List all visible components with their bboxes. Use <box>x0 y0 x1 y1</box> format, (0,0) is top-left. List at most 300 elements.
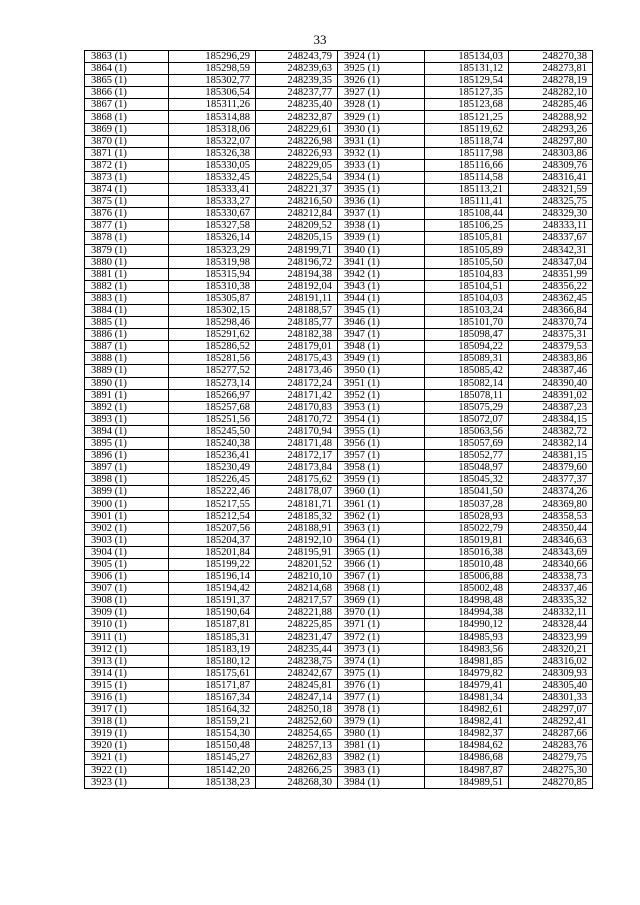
point-id-left: 3919 (1) <box>85 728 169 740</box>
coord-x-left: 185333,41 <box>169 184 256 196</box>
coord-x-left: 185150,48 <box>169 740 256 752</box>
coord-x-right: 184981,85 <box>425 655 509 667</box>
coord-x-left: 185281,56 <box>169 353 256 365</box>
point-id-right: 3955 (1) <box>338 425 425 437</box>
coord-x-left: 185199,22 <box>169 558 256 570</box>
coord-x-left: 185196,14 <box>169 571 256 583</box>
coord-y-left: 248170,83 <box>256 401 338 413</box>
table-row <box>85 317 593 329</box>
point-id-left: 3892 (1) <box>85 401 169 413</box>
coord-x-left: 185194,42 <box>169 583 256 595</box>
point-id-right: 3936 (1) <box>338 196 425 208</box>
coord-y-left: 248216,50 <box>256 196 338 208</box>
point-id-right: 3971 (1) <box>338 619 425 631</box>
table-row <box>85 462 593 474</box>
coord-x-right: 184981,34 <box>425 691 509 703</box>
table-row <box>85 171 593 183</box>
coord-x-right: 185119,62 <box>425 123 509 135</box>
point-id-right: 3962 (1) <box>338 510 425 522</box>
point-id-right: 3941 (1) <box>338 256 425 268</box>
coord-y-left: 248239,35 <box>256 75 338 87</box>
coord-x-right: 185105,81 <box>425 232 509 244</box>
point-id-left: 3876 (1) <box>85 208 169 220</box>
coord-y-right: 248342,31 <box>509 244 593 256</box>
point-id-left: 3901 (1) <box>85 510 169 522</box>
coordinates-table-body <box>85 51 593 789</box>
coord-x-left: 185190,64 <box>169 607 256 619</box>
coord-y-right: 248384,15 <box>509 413 593 425</box>
table-row <box>85 558 593 570</box>
coord-x-right: 185113,21 <box>425 184 509 196</box>
table-row <box>85 244 593 256</box>
table-row <box>85 135 593 147</box>
coord-y-right: 248379,53 <box>509 341 593 353</box>
coord-y-right: 248356,22 <box>509 280 593 292</box>
point-id-right: 3951 (1) <box>338 377 425 389</box>
coord-y-left: 248170,72 <box>256 413 338 425</box>
coord-x-right: 185118,74 <box>425 135 509 147</box>
point-id-left: 3870 (1) <box>85 135 169 147</box>
coord-y-right: 248375,31 <box>509 329 593 341</box>
point-id-left: 3894 (1) <box>85 425 169 437</box>
point-id-left: 3884 (1) <box>85 304 169 316</box>
coord-y-right: 248337,46 <box>509 583 593 595</box>
coord-y-left: 248196,72 <box>256 256 338 268</box>
coord-y-left: 248173,46 <box>256 365 338 377</box>
point-id-left: 3895 (1) <box>85 438 169 450</box>
point-id-right: 3954 (1) <box>338 413 425 425</box>
table-row <box>85 534 593 546</box>
point-id-right: 3979 (1) <box>338 716 425 728</box>
coord-x-right: 184979,82 <box>425 667 509 679</box>
coord-x-left: 185306,54 <box>169 87 256 99</box>
coord-x-right: 185098,47 <box>425 329 509 341</box>
coord-x-left: 185236,41 <box>169 450 256 462</box>
point-id-right: 3974 (1) <box>338 655 425 667</box>
coord-y-left: 248225,54 <box>256 171 338 183</box>
coord-y-right: 248279,75 <box>509 752 593 764</box>
point-id-right: 3961 (1) <box>338 498 425 510</box>
coord-y-right: 248333,11 <box>509 220 593 232</box>
table-row <box>85 728 593 740</box>
coord-x-left: 185240,38 <box>169 438 256 450</box>
coord-x-left: 185302,77 <box>169 75 256 87</box>
coord-x-left: 185314,88 <box>169 111 256 123</box>
point-id-left: 3914 (1) <box>85 667 169 679</box>
table-row <box>85 75 593 87</box>
coord-y-right: 248387,46 <box>509 365 593 377</box>
coord-y-left: 248212,84 <box>256 208 338 220</box>
coord-x-left: 185142,20 <box>169 764 256 776</box>
coord-y-left: 248194,38 <box>256 268 338 280</box>
point-id-right: 3928 (1) <box>338 99 425 111</box>
table-row <box>85 63 593 75</box>
point-id-left: 3911 (1) <box>85 631 169 643</box>
coord-y-left: 248245,81 <box>256 679 338 691</box>
coord-x-right: 184982,61 <box>425 704 509 716</box>
coord-x-right: 184994,38 <box>425 607 509 619</box>
point-id-right: 3973 (1) <box>338 643 425 655</box>
coord-x-right: 184984,62 <box>425 740 509 752</box>
point-id-right: 3966 (1) <box>338 558 425 570</box>
coord-x-right: 185089,31 <box>425 353 509 365</box>
point-id-left: 3887 (1) <box>85 341 169 353</box>
coord-y-right: 248343,69 <box>509 546 593 558</box>
coord-x-left: 185326,14 <box>169 232 256 244</box>
point-id-left: 3877 (1) <box>85 220 169 232</box>
point-id-right: 3929 (1) <box>338 111 425 123</box>
coord-y-right: 248321,59 <box>509 184 593 196</box>
coord-x-left: 185286,52 <box>169 341 256 353</box>
point-id-left: 3875 (1) <box>85 196 169 208</box>
point-id-left: 3923 (1) <box>85 776 169 788</box>
coord-x-left: 185201,84 <box>169 546 256 558</box>
point-id-left: 3866 (1) <box>85 87 169 99</box>
table-row <box>85 438 593 450</box>
coord-y-right: 248270,85 <box>509 776 593 788</box>
coord-x-right: 185006,88 <box>425 571 509 583</box>
coord-y-right: 248382,72 <box>509 425 593 437</box>
point-id-right: 3947 (1) <box>338 329 425 341</box>
coord-y-left: 248217,57 <box>256 595 338 607</box>
point-id-right: 3968 (1) <box>338 583 425 595</box>
coord-y-right: 248303,86 <box>509 147 593 159</box>
table-row <box>85 643 593 655</box>
table-row <box>85 546 593 558</box>
table-row <box>85 184 593 196</box>
coord-y-left: 248242,67 <box>256 667 338 679</box>
coord-x-right: 184979,41 <box>425 679 509 691</box>
point-id-right: 3940 (1) <box>338 244 425 256</box>
coord-y-left: 248181,71 <box>256 498 338 510</box>
coord-x-right: 185085,42 <box>425 365 509 377</box>
coord-y-left: 248262,83 <box>256 752 338 764</box>
coord-y-right: 248391,02 <box>509 389 593 401</box>
coord-x-left: 185159,21 <box>169 716 256 728</box>
coord-y-left: 248239,63 <box>256 63 338 75</box>
point-id-right: 3981 (1) <box>338 740 425 752</box>
table-row <box>85 401 593 413</box>
coord-y-right: 248316,41 <box>509 171 593 183</box>
coord-x-left: 185230,49 <box>169 462 256 474</box>
coord-y-right: 248301,33 <box>509 691 593 703</box>
table-row <box>85 425 593 437</box>
table-row <box>85 304 593 316</box>
coord-x-right: 184983,56 <box>425 643 509 655</box>
point-id-left: 3880 (1) <box>85 256 169 268</box>
point-id-right: 3925 (1) <box>338 63 425 75</box>
coord-x-right: 185082,14 <box>425 377 509 389</box>
coord-y-left: 248232,87 <box>256 111 338 123</box>
point-id-right: 3935 (1) <box>338 184 425 196</box>
point-id-left: 3899 (1) <box>85 486 169 498</box>
table-row <box>85 329 593 341</box>
coord-x-left: 185323,29 <box>169 244 256 256</box>
point-id-left: 3904 (1) <box>85 546 169 558</box>
coord-y-right: 248328,44 <box>509 619 593 631</box>
coord-x-left: 185207,56 <box>169 522 256 534</box>
point-id-right: 3932 (1) <box>338 147 425 159</box>
coord-y-left: 248175,43 <box>256 353 338 365</box>
coord-y-right: 248275,30 <box>509 764 593 776</box>
point-id-left: 3893 (1) <box>85 413 169 425</box>
point-id-left: 3915 (1) <box>85 679 169 691</box>
coord-x-left: 185171,87 <box>169 679 256 691</box>
coord-y-right: 248309,76 <box>509 159 593 171</box>
table-row <box>85 147 593 159</box>
coord-x-left: 185330,67 <box>169 208 256 220</box>
point-id-left: 3920 (1) <box>85 740 169 752</box>
table-row <box>85 607 593 619</box>
point-id-right: 3965 (1) <box>338 546 425 558</box>
point-id-right: 3978 (1) <box>338 704 425 716</box>
point-id-right: 3931 (1) <box>338 135 425 147</box>
point-id-right: 3984 (1) <box>338 776 425 788</box>
table-row <box>85 280 593 292</box>
coord-y-right: 248340,66 <box>509 558 593 570</box>
coord-x-left: 185145,27 <box>169 752 256 764</box>
coord-x-right: 184982,41 <box>425 716 509 728</box>
point-id-right: 3957 (1) <box>338 450 425 462</box>
coord-x-right: 185104,83 <box>425 268 509 280</box>
coord-y-right: 248383,86 <box>509 353 593 365</box>
coord-y-left: 248235,44 <box>256 643 338 655</box>
coord-y-right: 248270,38 <box>509 51 593 63</box>
coord-y-right: 248377,37 <box>509 474 593 486</box>
coord-x-right: 185010,48 <box>425 558 509 570</box>
coord-x-right: 185048,97 <box>425 462 509 474</box>
point-id-left: 3881 (1) <box>85 268 169 280</box>
coord-y-right: 248374,26 <box>509 486 593 498</box>
table-row <box>85 256 593 268</box>
coord-x-right: 185105,50 <box>425 256 509 268</box>
coord-y-left: 248171,42 <box>256 389 338 401</box>
coord-x-right: 185052,77 <box>425 450 509 462</box>
coord-y-left: 248191,11 <box>256 292 338 304</box>
coord-y-right: 248285,46 <box>509 99 593 111</box>
coordinates-table <box>84 50 593 789</box>
table-row <box>85 655 593 667</box>
coord-x-right: 185104,03 <box>425 292 509 304</box>
coord-x-right: 185121,25 <box>425 111 509 123</box>
coord-y-left: 248238,75 <box>256 655 338 667</box>
coord-y-left: 248178,07 <box>256 486 338 498</box>
coord-y-left: 248210,10 <box>256 571 338 583</box>
point-id-right: 3976 (1) <box>338 679 425 691</box>
coord-y-left: 248185,32 <box>256 510 338 522</box>
coord-y-left: 248229,05 <box>256 159 338 171</box>
point-id-left: 3868 (1) <box>85 111 169 123</box>
coord-y-left: 248173,84 <box>256 462 338 474</box>
point-id-right: 3943 (1) <box>338 280 425 292</box>
coord-x-right: 185041,50 <box>425 486 509 498</box>
coord-x-right: 185002,48 <box>425 583 509 595</box>
coord-y-right: 248387,23 <box>509 401 593 413</box>
point-id-left: 3910 (1) <box>85 619 169 631</box>
point-id-left: 3882 (1) <box>85 280 169 292</box>
point-id-left: 3922 (1) <box>85 764 169 776</box>
table-row <box>85 704 593 716</box>
point-id-right: 3946 (1) <box>338 317 425 329</box>
coord-y-left: 248171,48 <box>256 438 338 450</box>
coord-y-left: 248172,24 <box>256 377 338 389</box>
coord-y-right: 248273,81 <box>509 63 593 75</box>
point-id-left: 3908 (1) <box>85 595 169 607</box>
coord-y-right: 248335,32 <box>509 595 593 607</box>
coord-y-left: 248172,17 <box>256 450 338 462</box>
coord-x-right: 185104,51 <box>425 280 509 292</box>
table-row <box>85 123 593 135</box>
point-id-left: 3874 (1) <box>85 184 169 196</box>
coord-x-left: 185330,05 <box>169 159 256 171</box>
coord-x-right: 185075,29 <box>425 401 509 413</box>
coord-y-left: 248192,04 <box>256 280 338 292</box>
table-row <box>85 341 593 353</box>
coord-y-right: 248350,44 <box>509 522 593 534</box>
coord-y-left: 248235,40 <box>256 99 338 111</box>
point-id-left: 3897 (1) <box>85 462 169 474</box>
coord-x-left: 185154,30 <box>169 728 256 740</box>
table-row <box>85 377 593 389</box>
point-id-left: 3917 (1) <box>85 704 169 716</box>
coord-x-right: 185045,32 <box>425 474 509 486</box>
coord-x-right: 184998,48 <box>425 595 509 607</box>
coord-x-right: 185111,41 <box>425 196 509 208</box>
point-id-right: 3927 (1) <box>338 87 425 99</box>
coord-y-left: 248243,79 <box>256 51 338 63</box>
point-id-right: 3953 (1) <box>338 401 425 413</box>
coord-x-right: 185019,81 <box>425 534 509 546</box>
point-id-left: 3907 (1) <box>85 583 169 595</box>
coord-x-right: 185116,66 <box>425 159 509 171</box>
coord-y-right: 248325,75 <box>509 196 593 208</box>
coord-x-left: 185187,81 <box>169 619 256 631</box>
coord-y-right: 248369,80 <box>509 498 593 510</box>
coord-x-left: 185315,94 <box>169 268 256 280</box>
coord-x-left: 185183,19 <box>169 643 256 655</box>
coord-x-right: 185134,03 <box>425 51 509 63</box>
coord-y-right: 248278,19 <box>509 75 593 87</box>
coord-y-left: 248195,91 <box>256 546 338 558</box>
coord-y-right: 248346,63 <box>509 534 593 546</box>
point-id-left: 3916 (1) <box>85 691 169 703</box>
coord-y-right: 248316,02 <box>509 655 593 667</box>
coord-x-left: 185298,46 <box>169 317 256 329</box>
coord-x-left: 185318,06 <box>169 123 256 135</box>
table-row <box>85 413 593 425</box>
coord-x-left: 185212,54 <box>169 510 256 522</box>
coord-x-right: 185101,70 <box>425 317 509 329</box>
point-id-left: 3873 (1) <box>85 171 169 183</box>
point-id-left: 3888 (1) <box>85 353 169 365</box>
coord-x-left: 185204,37 <box>169 534 256 546</box>
table-row <box>85 619 593 631</box>
coord-x-right: 185063,56 <box>425 425 509 437</box>
point-id-left: 3902 (1) <box>85 522 169 534</box>
page-number: 33 <box>313 32 327 47</box>
point-id-right: 3938 (1) <box>338 220 425 232</box>
coord-y-left: 248250,18 <box>256 704 338 716</box>
coord-y-right: 248305,40 <box>509 679 593 691</box>
coord-x-left: 185277,52 <box>169 365 256 377</box>
table-row <box>85 365 593 377</box>
table-row <box>85 679 593 691</box>
coord-y-left: 248199,71 <box>256 244 338 256</box>
coord-y-right: 248338,73 <box>509 571 593 583</box>
coord-x-right: 185106,25 <box>425 220 509 232</box>
coord-y-left: 248209,52 <box>256 220 338 232</box>
coord-x-right: 185016,38 <box>425 546 509 558</box>
coord-x-left: 185333,27 <box>169 196 256 208</box>
coord-y-left: 248170,94 <box>256 425 338 437</box>
coord-x-left: 185327,58 <box>169 220 256 232</box>
point-id-left: 3890 (1) <box>85 377 169 389</box>
coord-y-right: 248382,14 <box>509 438 593 450</box>
coord-x-left: 185257,68 <box>169 401 256 413</box>
point-id-left: 3913 (1) <box>85 655 169 667</box>
coord-x-left: 185175,61 <box>169 667 256 679</box>
coord-y-left: 248205,15 <box>256 232 338 244</box>
point-id-left: 3905 (1) <box>85 558 169 570</box>
coord-x-left: 185332,45 <box>169 171 256 183</box>
point-id-right: 3975 (1) <box>338 667 425 679</box>
coord-y-left: 248182,38 <box>256 329 338 341</box>
point-id-right: 3939 (1) <box>338 232 425 244</box>
point-id-right: 3964 (1) <box>338 534 425 546</box>
table-row <box>85 353 593 365</box>
point-id-left: 3878 (1) <box>85 232 169 244</box>
coord-x-left: 185298,59 <box>169 63 256 75</box>
point-id-left: 3864 (1) <box>85 63 169 75</box>
coord-y-left: 248225,85 <box>256 619 338 631</box>
table-row <box>85 510 593 522</box>
point-id-left: 3909 (1) <box>85 607 169 619</box>
coord-x-left: 185302,15 <box>169 304 256 316</box>
coord-x-left: 185311,26 <box>169 99 256 111</box>
coord-y-right: 248347,04 <box>509 256 593 268</box>
coord-x-left: 185310,38 <box>169 280 256 292</box>
table-row <box>85 486 593 498</box>
coord-y-right: 248288,92 <box>509 111 593 123</box>
table-row <box>85 208 593 220</box>
point-id-right: 3960 (1) <box>338 486 425 498</box>
point-id-right: 3944 (1) <box>338 292 425 304</box>
table-row <box>85 522 593 534</box>
coord-y-left: 248188,57 <box>256 304 338 316</box>
coord-x-right: 184982,37 <box>425 728 509 740</box>
coord-y-right: 248370,74 <box>509 317 593 329</box>
coord-y-right: 248282,10 <box>509 87 593 99</box>
coord-x-right: 185103,24 <box>425 304 509 316</box>
point-id-left: 3918 (1) <box>85 716 169 728</box>
coord-x-right: 185131,12 <box>425 63 509 75</box>
point-id-right: 3967 (1) <box>338 571 425 583</box>
coord-x-left: 185191,37 <box>169 595 256 607</box>
coord-x-right: 184985,93 <box>425 631 509 643</box>
coord-y-left: 248179,01 <box>256 341 338 353</box>
table-row <box>85 716 593 728</box>
table-row <box>85 776 593 788</box>
coord-x-left: 185296,29 <box>169 51 256 63</box>
coord-x-right: 184986,68 <box>425 752 509 764</box>
coord-x-left: 185164,32 <box>169 704 256 716</box>
coord-x-right: 185072,07 <box>425 413 509 425</box>
coord-x-right: 185108,44 <box>425 208 509 220</box>
coord-x-right: 185114,58 <box>425 171 509 183</box>
coord-x-right: 185094,22 <box>425 341 509 353</box>
point-id-left: 3898 (1) <box>85 474 169 486</box>
coord-y-left: 248226,98 <box>256 135 338 147</box>
